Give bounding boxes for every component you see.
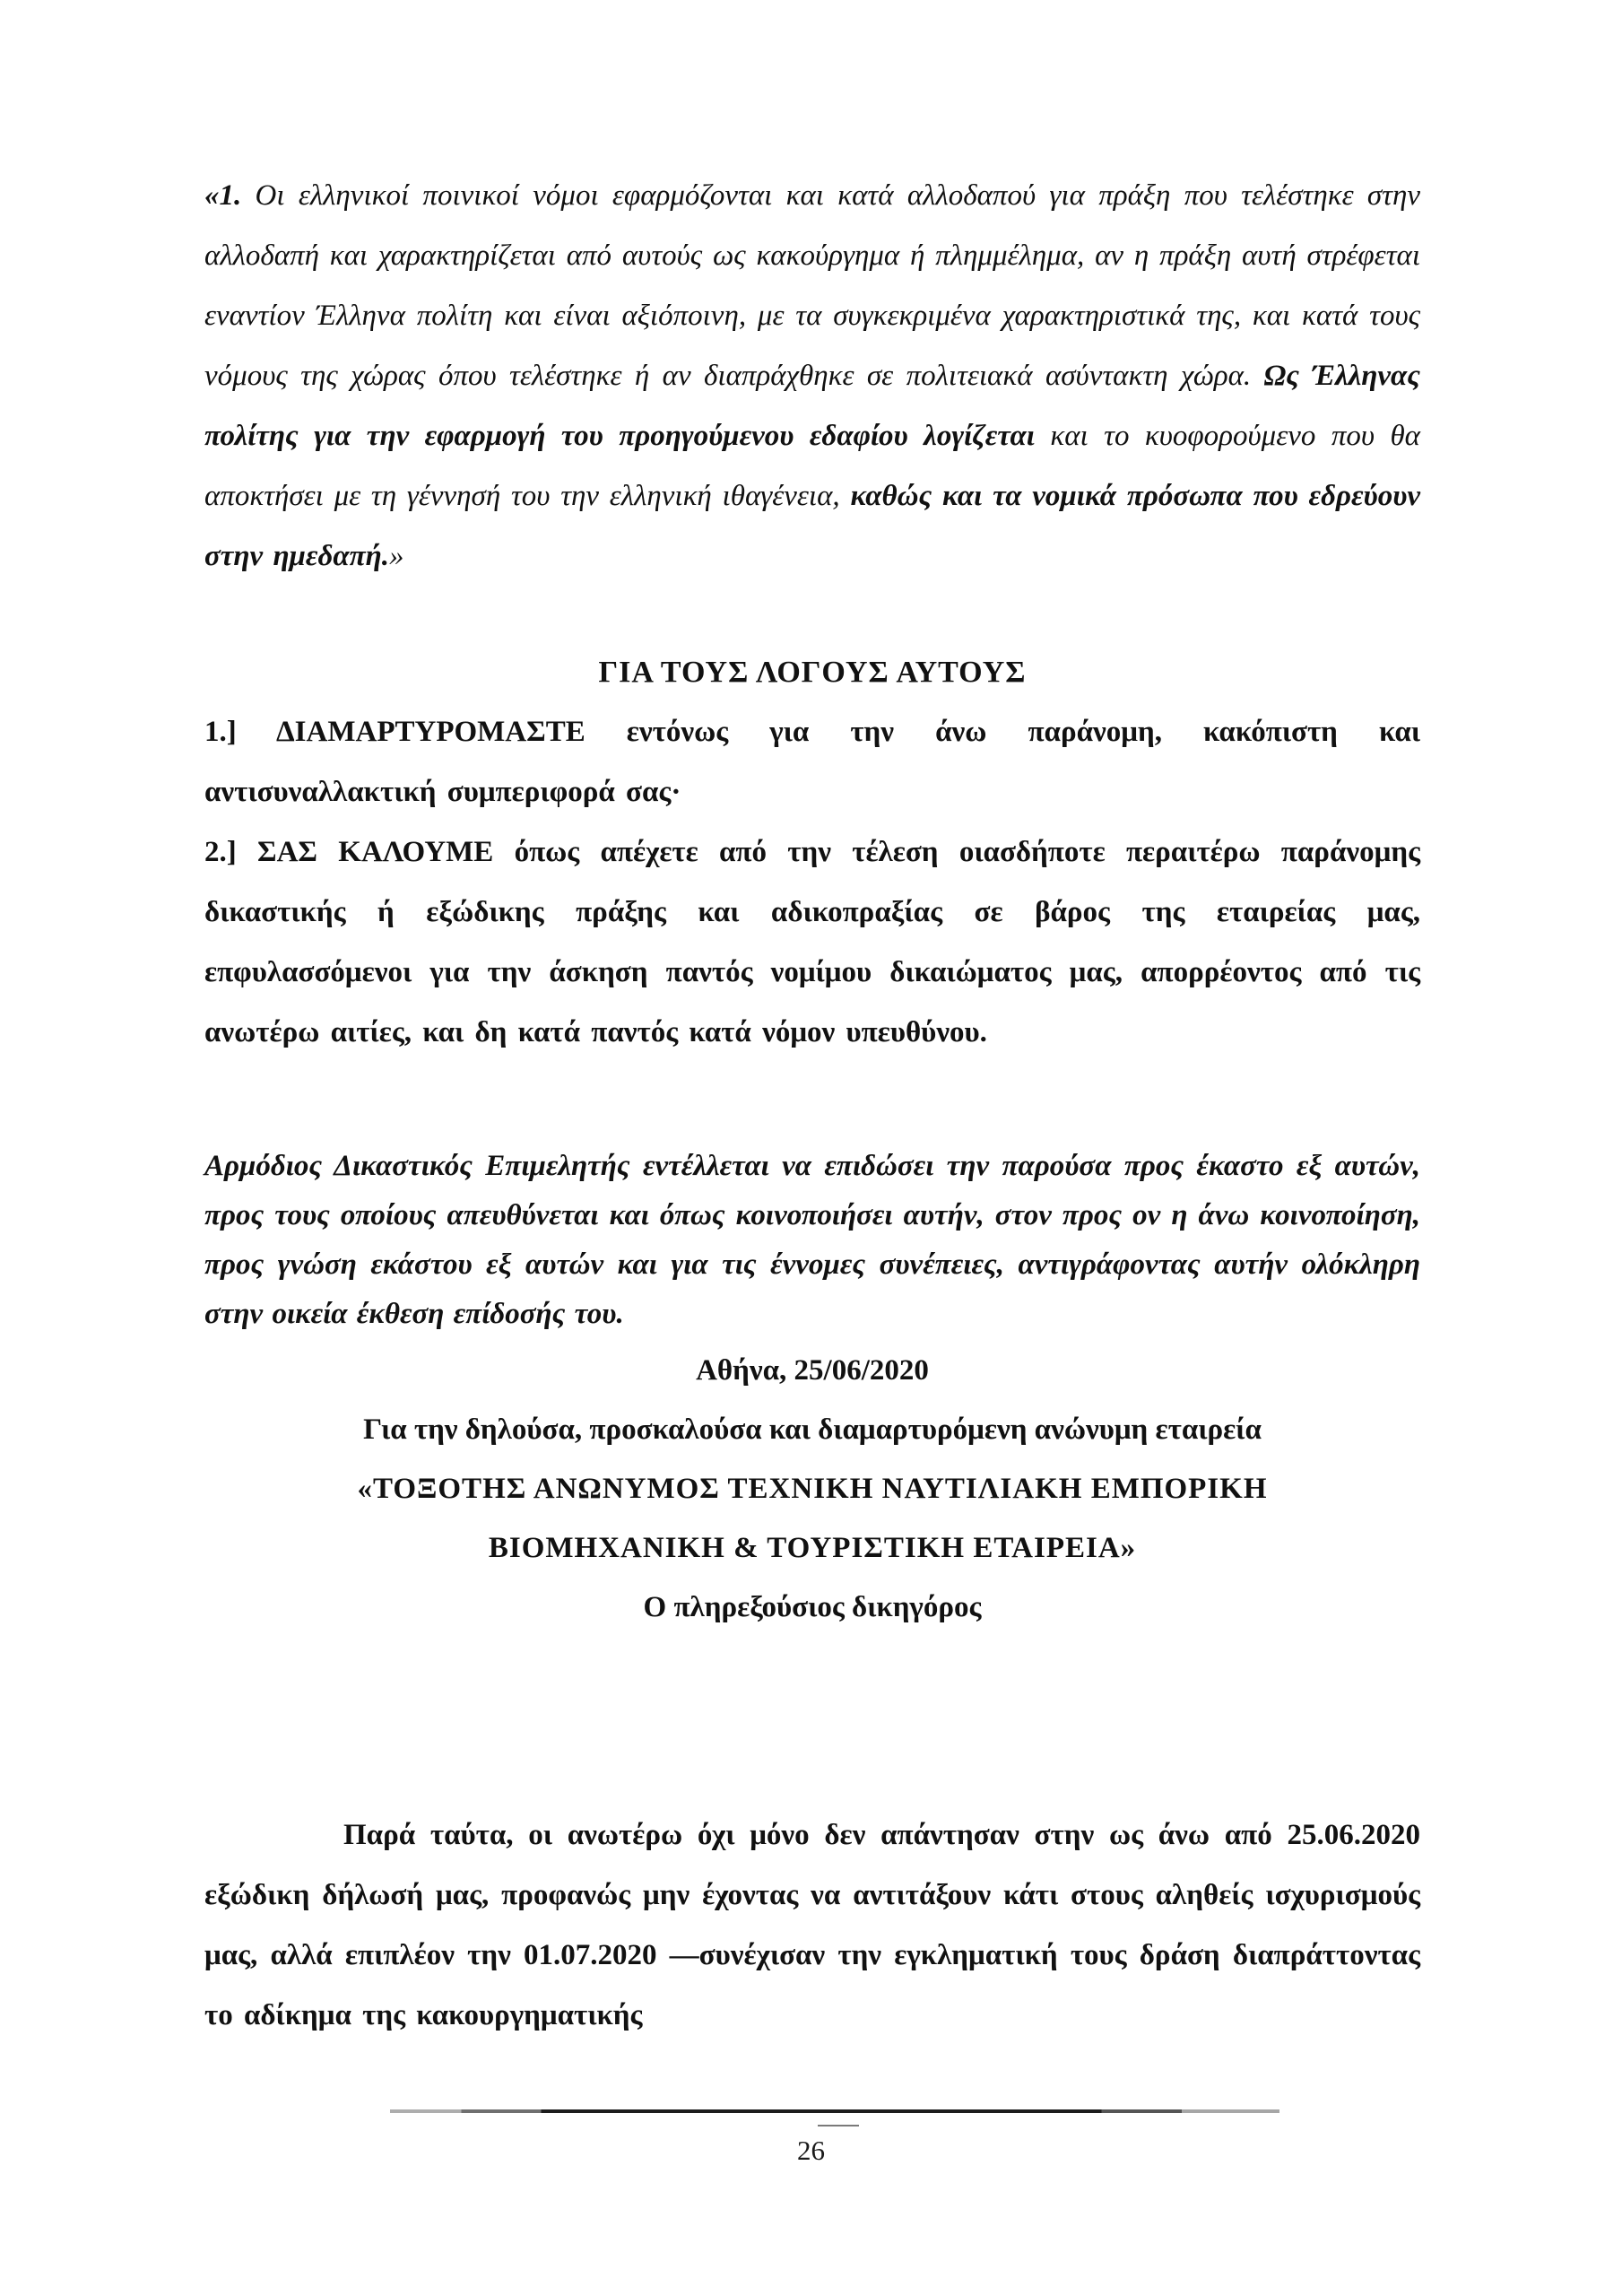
quote-body-1: Οι ελληνικοί ποινικοί νόμοι εφαρμόζονται και κατά αλλοδαπού για πράξη που τελέστηκε στην αλλοδαπή και χαρακτηρίζεται από αυτούς ως κακούργημα ή πλημμέλημα, αν η πράξη αυτή στρέφεται εναντίον Έλληνα πολίτη και είναι αξιόποινη, με τα συγκεκριμένα χαρακτηριστικά της, και κατά τους νόμους της χώρας όπου τελέστηκε ή αν διαπράχθηκε σε πολιτειακά ασύντακτη χώρα. xyxy=(204,179,1420,392)
bailiff-instruction-paragraph: Αρμόδιος Δικαστικός Επιμελητής εντέλλεται να επιδώσει την παρούσα προς έκαστο εξ αυτών, προς τους οποίους απευθύνεται και όπως κοινοποιήσει αυτήν, στον προς ον η άνω κοινοποίηση, προς γνώση εκάστου εξ αυτών και για τις έννομες συνέπειες, αντιγράφοντας αυτήν ολόκληρη στην οικεία έκθεση επίδοσής του. xyxy=(204,1150,1420,1330)
page-number-overline xyxy=(818,2125,859,2126)
quote-body-2: και το κυοφορούμενο που θα αποκτήσει με τη γέννησή του την ελληνική ιθαγένεια, xyxy=(204,420,1421,512)
quote-emphasis-1: Ως Έλληνας πολίτης για την εφαρμογή του προηγούμενου εδαφίου λογίζεται xyxy=(204,360,1420,452)
footer-divider-rule xyxy=(390,2109,1279,2113)
signatory-line: Ο πληρεξούσιος δικηγόρος xyxy=(643,1591,982,1623)
summons-item-2: 2.] ΣΑΣ ΚΑΛΟΥΜΕ όπως απέχετε από την τέλεση οιασδήποτε περαιτέρω παράνομης δικαστικής ή εξώδικης πράξης και αδικοπραξίας σε βάρος της εταιρείας μας, επφυλασσόμενοι για την άσκηση παντός νομίμου δικαιώματος μας, απορρέοντος από τις ανωτέρω αιτίες, και δη κατά παντός κατά νόμον υπευθύνου. xyxy=(204,836,1420,1048)
section-heading: ΓΙΑ ΤΟΥΣ ΛΟΓΟΥΣ ΑΥΤΟΥΣ xyxy=(598,656,1027,689)
quote-closing-mark: » xyxy=(388,540,404,572)
quote-emphasis-2: καθώς και τα νομικά πρόσωπα που εδρεύουν στην ημεδαπή. xyxy=(204,480,1420,572)
quoted-law-paragraph xyxy=(204,166,1420,587)
quote-opening-number: «1. xyxy=(204,179,242,212)
company-name-line-1: «ΤΟΞΟΤΗΣ ΑΝΩΝΥΜΟΣ ΤΕΧΝΙΚΗ ΝΑΥΤΙΛΙΑΚΗ ΕΜΠΟΡΙΚΗ xyxy=(357,1473,1268,1505)
date-line: Αθήνα, 25/06/2020 xyxy=(696,1354,929,1387)
page-content xyxy=(204,166,1420,2046)
company-name-line-2: ΒΙΟΜΗΧΑΝΙΚΗ & ΤΟΥΡΙΣΤΙΚΗ ΕΤΑΙΡΕΙΑ» xyxy=(488,1532,1137,1564)
protest-item-1: 1.] ΔΙΑΜΑΡΤΥΡΟΜΑΣΤΕ εντόνως για την άνω παράνομη, κακόπιστη και αντισυναλλακτική συμπεριφορά σας· xyxy=(204,716,1420,808)
final-paragraph: Παρά ταύτα, οι ανωτέρω όχι μόνο δεν απάντησαν στην ως άνω από 25.06.2020 εξώδικη δήλωσή μας, προφανώς μην έχοντας να αντιτάξουν κάτι στους αληθείς ισχυρισμούς μας, αλλά επιπλέον την 01.07.2020 —συνέχισαν την εγκληματική τους δράση διαπράττοντας το αδίκημα της κακουργηματικής xyxy=(204,1819,1420,2031)
page-number: 26 xyxy=(797,2135,825,2166)
on-behalf-line: Για την δηλούσα, προσκαλούσα και διαμαρτυρόμενη ανώνυμη εταιρεία xyxy=(363,1413,1262,1446)
